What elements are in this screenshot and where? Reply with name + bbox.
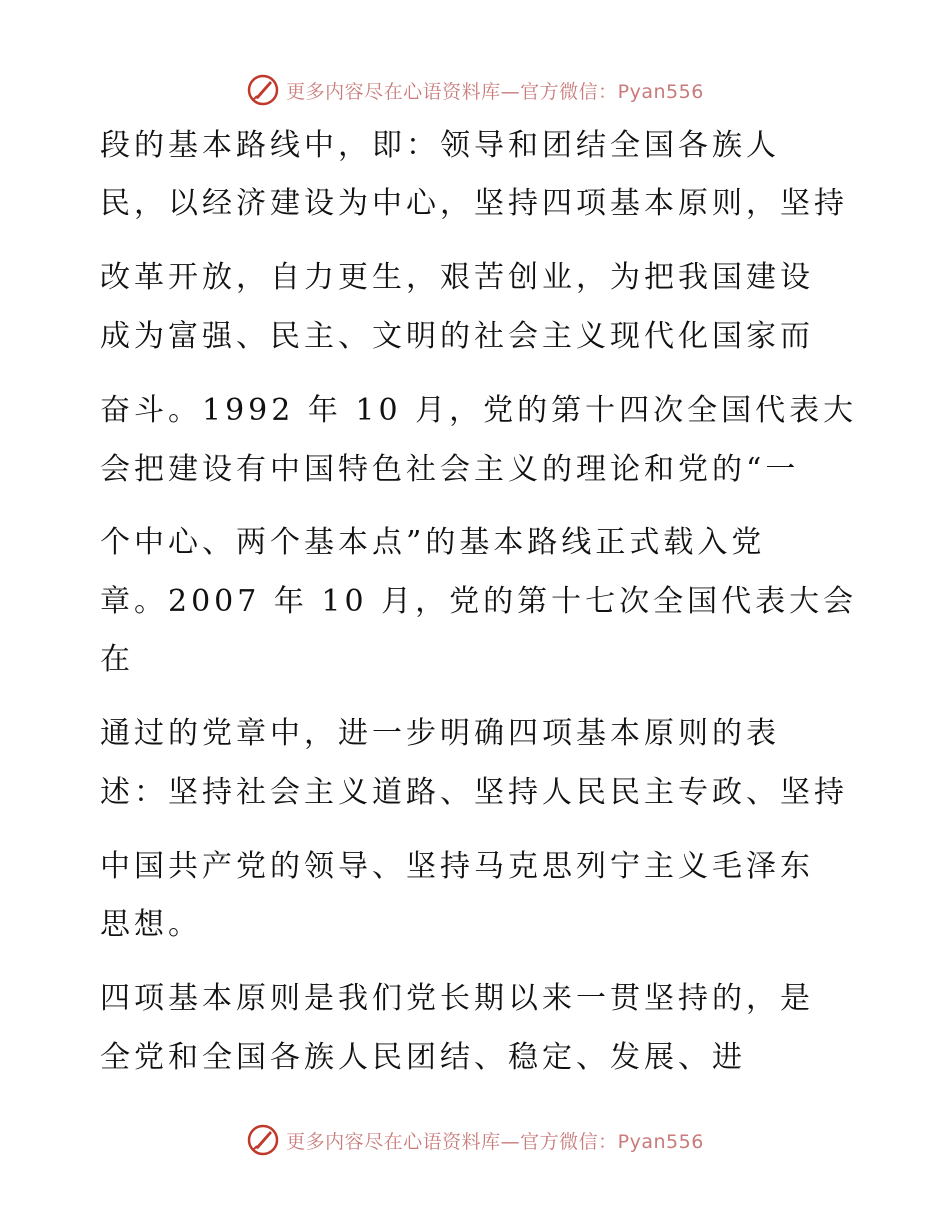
footer-watermark: [0, 1120, 950, 1160]
text-line: 章。2007 年 10 月，党的第十七次全国代表大会: [100, 584, 858, 619]
header-watermark: [0, 70, 950, 110]
text-line: 通过的党章中，进一步明确四项基本原则的表: [100, 716, 780, 751]
text-line: 成为富强、民主、文明的社会主义现代化国家而: [100, 319, 814, 354]
watermark-text: 更多内容尽在心语资料库—官方微信：Pyan556: [286, 1130, 704, 1153]
feather-pen-logo-icon: [246, 73, 280, 107]
text-line: 思想。: [100, 907, 202, 942]
watermark-text: 更多内容尽在心语资料库—官方微信：Pyan556: [286, 80, 704, 103]
text-line: 改革开放，自力更生，艰苦创业，为把我国建设: [100, 260, 814, 295]
text-line: 段的基本路线中，即：领导和团结全国各族人: [100, 128, 780, 163]
text-line: 个中心、两个基本点”的基本路线正式载入党: [100, 525, 766, 560]
text-line: 中国共产党的领导、坚持马克思列宁主义毛泽东: [100, 849, 814, 884]
text-line: 在: [100, 642, 134, 677]
text-line: 全党和全国各族人民团结、稳定、发展、进: [100, 1040, 746, 1075]
text-line: 民，以经济建设为中心，坚持四项基本原则，坚持: [100, 186, 848, 221]
text-line: 述：坚持社会主义道路、坚持人民民主专政、坚持: [100, 775, 848, 810]
text-line: 会把建设有中国特色社会主义的理论和党的“一: [100, 452, 800, 487]
text-line: 奋斗。1992 年 10 月，党的第十四次全国代表大: [100, 393, 858, 428]
text-line: 四项基本原则是我们党长期以来一贯坚持的，是: [100, 981, 814, 1016]
feather-pen-logo-icon: [246, 1123, 280, 1157]
